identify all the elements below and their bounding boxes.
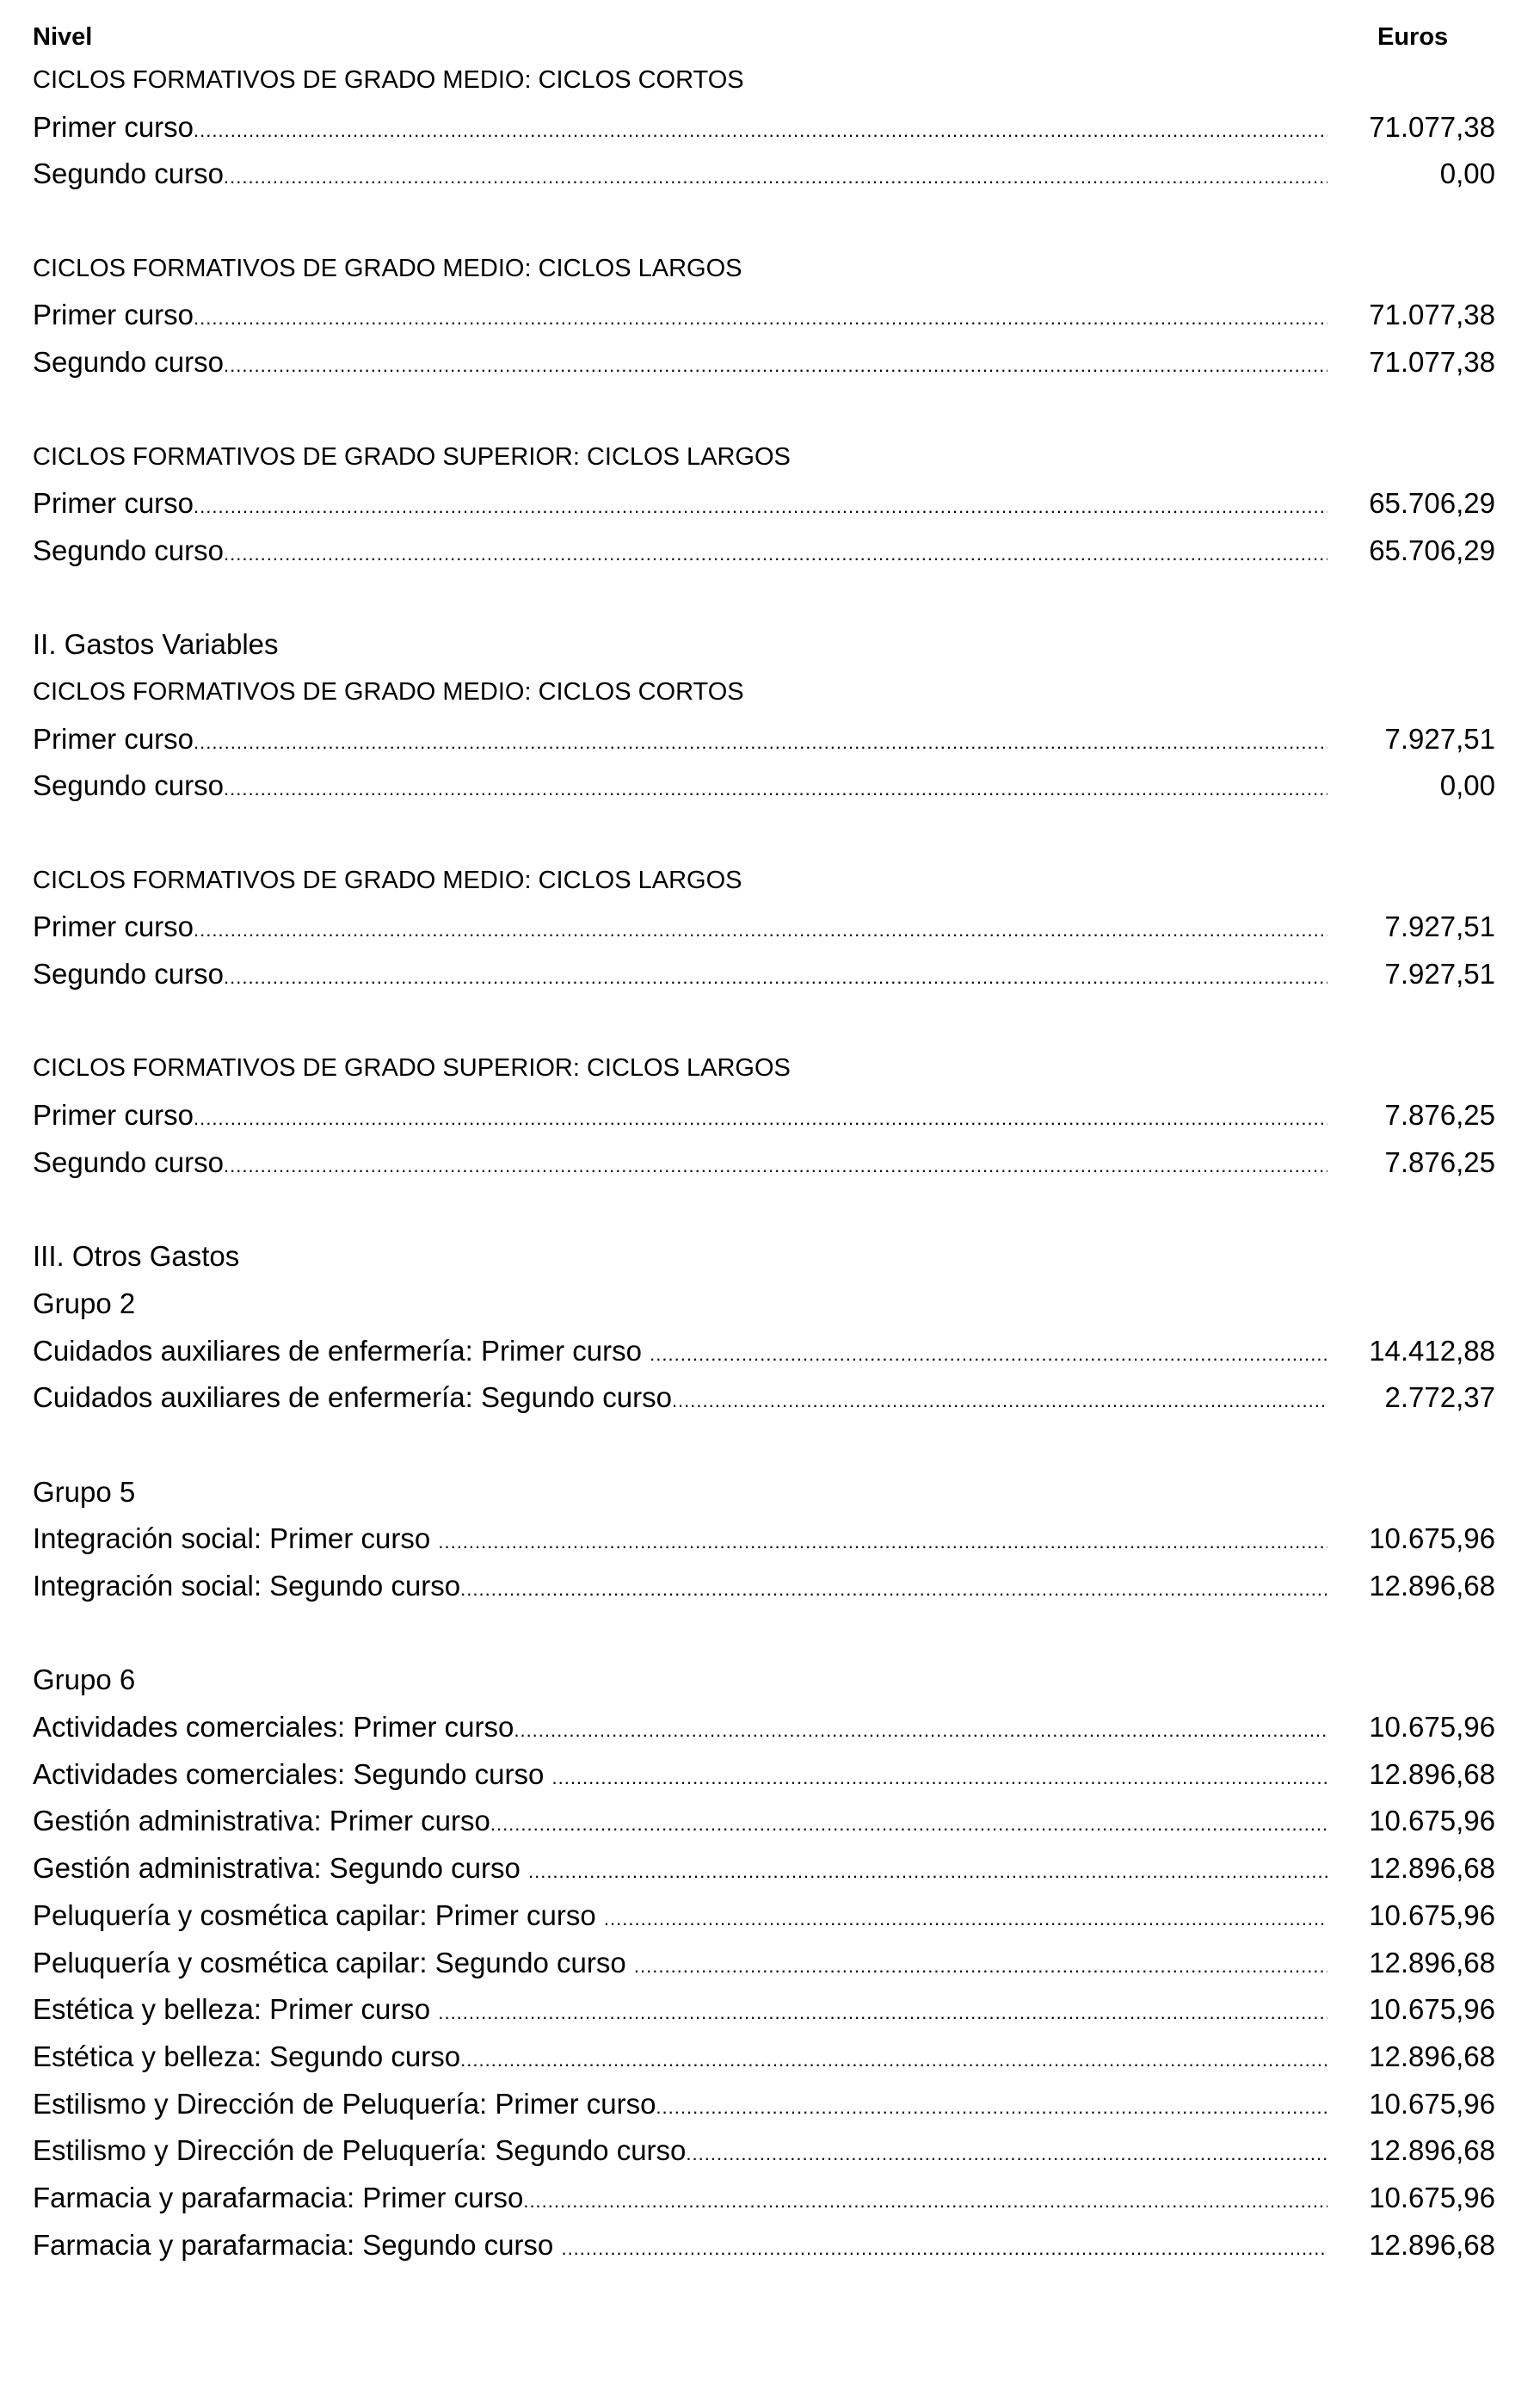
table-row bbox=[33, 1563, 1495, 1610]
row-label: Gestión administrativa: Segundo curso bbox=[33, 1852, 528, 1885]
row-amount: 12.896,68 bbox=[1369, 2228, 1495, 2261]
table-row bbox=[33, 1892, 1495, 1940]
row-label: Estética y belleza: Segundo curso bbox=[33, 2040, 461, 2072]
row-label: Estilismo y Dirección de Peluquería: Primer curso bbox=[33, 2087, 656, 2120]
group-heading: III. Otros Gastos bbox=[33, 1240, 240, 1273]
row-label: Gestión administrativa: Primer curso bbox=[33, 1805, 490, 1837]
table-row bbox=[33, 762, 1495, 810]
row-label-cell bbox=[33, 1092, 1327, 1143]
table-row bbox=[33, 1374, 1495, 1422]
row-label: Primer curso bbox=[33, 911, 194, 943]
row-label: Actividades comerciales: Primer curso bbox=[33, 1711, 514, 1744]
row-amount: 10.675,96 bbox=[1369, 2087, 1495, 2120]
row-label: Segundo curso bbox=[33, 534, 224, 566]
dot-leader bbox=[528, 1849, 1327, 1896]
table-row bbox=[33, 151, 1495, 198]
row-amount: 12.896,68 bbox=[1369, 1946, 1495, 1978]
section-heading: CICLOS FORMATIVOS DE GRADO SUPERIOR: CICLOS LARGOS bbox=[33, 1054, 791, 1083]
row-label: Segundo curso bbox=[33, 958, 224, 991]
row-label-cell bbox=[33, 104, 1327, 155]
row-label-cell bbox=[33, 292, 1327, 343]
row-amount: 10.675,96 bbox=[1369, 1993, 1495, 2026]
row-label: Cuidados auxiliares de enfermería: Primer curso bbox=[33, 1334, 650, 1367]
row-label: Farmacia y parafarmacia: Segundo curso bbox=[33, 2228, 562, 2261]
row-label: Primer curso bbox=[33, 1099, 194, 1132]
dot-leader bbox=[194, 1096, 1327, 1143]
row-label-cell bbox=[33, 1892, 1327, 1943]
dot-leader bbox=[561, 2225, 1327, 2273]
row-amount: 10.675,96 bbox=[1369, 1711, 1495, 1744]
row-amount: 7.927,51 bbox=[1384, 958, 1495, 991]
spacer-row bbox=[33, 810, 1495, 857]
row-amount: 14.412,88 bbox=[1369, 1334, 1495, 1367]
row-label: Integración social: Primer curso bbox=[33, 1522, 439, 1555]
dot-leader bbox=[460, 1566, 1327, 1614]
section-heading: CICLOS FORMATIVOS DE GRADO MEDIO: CICLOS LARGOS bbox=[33, 866, 742, 894]
section-heading: CICLOS FORMATIVOS DE GRADO MEDIO: CICLOS CORTOS bbox=[33, 677, 744, 706]
row-label-cell bbox=[33, 2222, 1327, 2273]
row-label: Segundo curso bbox=[33, 157, 224, 190]
dot-leader bbox=[194, 295, 1327, 343]
table-row bbox=[33, 1092, 1495, 1139]
row-label-cell bbox=[33, 1986, 1327, 2037]
table-row bbox=[33, 1328, 1495, 1375]
row-amount: 12.896,68 bbox=[1369, 1757, 1495, 1790]
dot-leader bbox=[551, 1755, 1327, 1802]
row-amount: 7.876,25 bbox=[1384, 1099, 1495, 1132]
table-row bbox=[33, 904, 1495, 951]
dot-leader bbox=[194, 719, 1327, 767]
spacer-row bbox=[33, 575, 1495, 622]
row-amount: 0,00 bbox=[1439, 769, 1495, 802]
dot-leader bbox=[686, 2131, 1327, 2178]
row-label: Primer curso bbox=[33, 487, 194, 520]
row-label-cell bbox=[33, 716, 1327, 767]
dot-leader bbox=[438, 1990, 1327, 2037]
dot-leader bbox=[194, 484, 1327, 531]
group-heading: II. Gastos Variables bbox=[33, 628, 279, 661]
row-amount: 65.706,29 bbox=[1369, 487, 1495, 520]
row-amount: 10.675,96 bbox=[1369, 1898, 1495, 1931]
row-label-cell bbox=[33, 1798, 1327, 1849]
row-amount: 12.896,68 bbox=[1369, 1570, 1495, 1602]
table-row bbox=[33, 339, 1495, 386]
row-amount: 2.772,37 bbox=[1384, 1381, 1495, 1414]
row-label-cell bbox=[33, 1751, 1327, 1802]
dot-leader bbox=[460, 2037, 1327, 2084]
row-label-cell bbox=[33, 1374, 1327, 1425]
dot-leader bbox=[514, 1707, 1327, 1755]
row-label-cell bbox=[33, 528, 1327, 578]
row-label: Estilismo y Dirección de Peluquería: Segundo curso bbox=[33, 2134, 687, 2167]
row-label-cell bbox=[33, 1328, 1327, 1379]
dot-leader bbox=[604, 1896, 1327, 1943]
spacer-row bbox=[33, 1187, 1495, 1234]
row-label-cell bbox=[33, 339, 1327, 390]
table-row bbox=[33, 1986, 1495, 2034]
table-row bbox=[33, 716, 1495, 763]
dot-leader bbox=[634, 1943, 1327, 1991]
row-label-cell bbox=[33, 1563, 1327, 1614]
table-row bbox=[33, 2127, 1495, 2175]
spacer-row bbox=[33, 1610, 1495, 1657]
spacer-row bbox=[33, 386, 1495, 434]
row-amount: 71.077,38 bbox=[1369, 299, 1495, 331]
row-amount: 7.927,51 bbox=[1384, 722, 1495, 755]
table-body bbox=[33, 57, 1495, 2269]
row-label: Peluquería y cosmética capilar: Primer curso bbox=[33, 1898, 604, 1931]
table-row bbox=[33, 2034, 1495, 2081]
row-amount: 12.896,68 bbox=[1369, 2134, 1495, 2167]
row-amount: 65.706,29 bbox=[1369, 534, 1495, 566]
table-row bbox=[33, 1704, 1495, 1751]
row-label: Estética y belleza: Primer curso bbox=[33, 1993, 439, 2026]
row-amount: 71.077,38 bbox=[1369, 110, 1495, 143]
dot-leader bbox=[224, 954, 1327, 1002]
table-row bbox=[33, 1798, 1495, 1845]
dot-leader bbox=[656, 2084, 1327, 2132]
spacer-row bbox=[33, 1422, 1495, 1469]
row-label-cell bbox=[33, 151, 1327, 201]
row-label-cell bbox=[33, 2127, 1327, 2178]
row-amount: 10.675,96 bbox=[1369, 1805, 1495, 1837]
group-heading: Grupo 6 bbox=[33, 1664, 136, 1696]
table-row bbox=[33, 1516, 1495, 1563]
row-label: Peluquería y cosmética capilar: Segundo curso bbox=[33, 1946, 634, 1978]
dot-leader bbox=[438, 1519, 1327, 1566]
table-row bbox=[33, 1845, 1495, 1892]
row-label-cell bbox=[33, 1704, 1327, 1755]
table-row bbox=[33, 951, 1495, 998]
row-amount: 7.927,51 bbox=[1384, 911, 1495, 943]
dot-leader bbox=[523, 2178, 1327, 2225]
row-label-cell bbox=[33, 1516, 1327, 1566]
dot-leader bbox=[650, 1331, 1327, 1379]
table-row bbox=[33, 2175, 1495, 2222]
section-heading: CICLOS FORMATIVOS DE GRADO MEDIO: CICLOS LARGOS bbox=[33, 254, 742, 282]
spacer-row bbox=[33, 998, 1495, 1046]
row-label: Primer curso bbox=[33, 110, 194, 143]
document-page bbox=[33, 17, 1495, 2269]
row-label: Segundo curso bbox=[33, 346, 224, 379]
dot-leader bbox=[194, 108, 1327, 155]
table-row bbox=[33, 1139, 1495, 1187]
table-row bbox=[33, 104, 1495, 151]
table-row bbox=[33, 2222, 1495, 2269]
table-header bbox=[33, 17, 1495, 57]
row-label: Segundo curso bbox=[33, 1145, 224, 1178]
row-label: Primer curso bbox=[33, 722, 194, 755]
row-label-cell bbox=[33, 1845, 1327, 1896]
row-label: Cuidados auxiliares de enfermería: Segundo curso bbox=[33, 1381, 672, 1414]
row-label-cell bbox=[33, 1940, 1327, 1991]
table-row bbox=[33, 1751, 1495, 1799]
table-row bbox=[33, 1940, 1495, 1987]
row-label-cell bbox=[33, 2175, 1327, 2225]
row-label: Segundo curso bbox=[33, 769, 224, 802]
section-heading: CICLOS FORMATIVOS DE GRADO MEDIO: CICLOS CORTOS bbox=[33, 66, 744, 94]
row-label: Actividades comerciales: Segundo curso bbox=[33, 1757, 552, 1790]
row-label-cell bbox=[33, 904, 1327, 954]
section-heading: CICLOS FORMATIVOS DE GRADO SUPERIOR: CICLOS LARGOS bbox=[33, 442, 791, 471]
row-amount: 12.896,68 bbox=[1369, 2040, 1495, 2072]
row-label: Integración social: Segundo curso bbox=[33, 1570, 461, 1602]
group-heading: Grupo 5 bbox=[33, 1475, 136, 1508]
row-label-cell bbox=[33, 1139, 1327, 1190]
dot-leader bbox=[490, 1801, 1327, 1849]
row-label-cell bbox=[33, 951, 1327, 1002]
row-label-cell bbox=[33, 2034, 1327, 2084]
header-euros: Euros bbox=[1377, 23, 1449, 51]
header-nivel: Nivel bbox=[33, 23, 93, 51]
table-row bbox=[33, 528, 1495, 575]
spacer-row bbox=[33, 198, 1495, 245]
row-amount: 12.896,68 bbox=[1369, 1852, 1495, 1885]
row-amount: 7.876,25 bbox=[1384, 1145, 1495, 1178]
dot-leader bbox=[224, 154, 1327, 201]
row-label-cell bbox=[33, 480, 1327, 531]
row-amount: 0,00 bbox=[1439, 157, 1495, 190]
dot-leader bbox=[224, 1143, 1327, 1190]
table-row bbox=[33, 2081, 1495, 2128]
table-row bbox=[33, 292, 1495, 339]
group-heading: Grupo 2 bbox=[33, 1287, 136, 1319]
row-amount: 71.077,38 bbox=[1369, 346, 1495, 379]
dot-leader bbox=[672, 1378, 1327, 1425]
dot-leader bbox=[224, 343, 1327, 390]
dot-leader bbox=[194, 907, 1327, 954]
row-label-cell bbox=[33, 762, 1327, 813]
row-label: Farmacia y parafarmacia: Primer curso bbox=[33, 2181, 524, 2213]
table-row bbox=[33, 480, 1495, 528]
row-label: Primer curso bbox=[33, 299, 194, 331]
row-amount: 10.675,96 bbox=[1369, 1522, 1495, 1555]
row-amount: 10.675,96 bbox=[1369, 2181, 1495, 2213]
dot-leader bbox=[224, 766, 1327, 813]
row-label-cell bbox=[33, 2081, 1327, 2132]
dot-leader bbox=[224, 531, 1327, 578]
